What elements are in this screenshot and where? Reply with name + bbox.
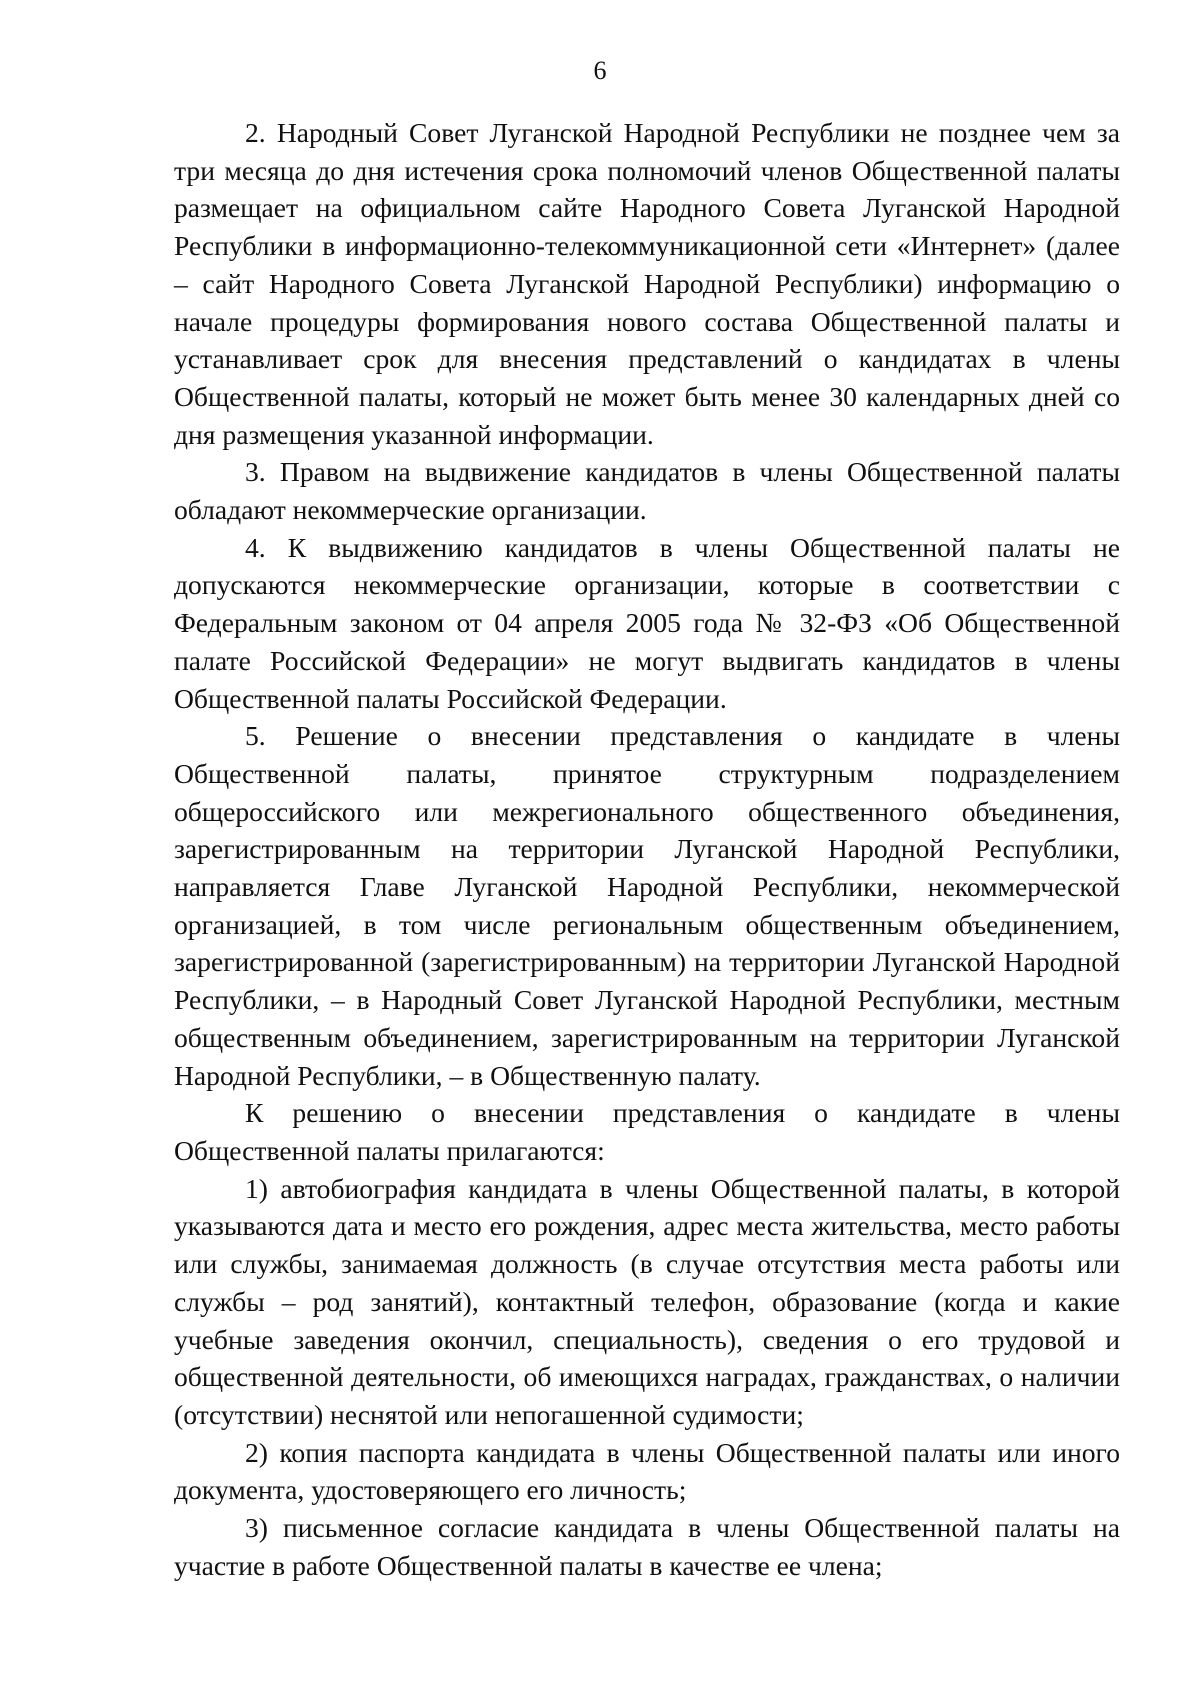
list-item-written-consent: 3) письменное согласие кандидата в члены Общественной палаты на участие в работе Общественной палаты в качестве ее члена;	[174, 1512, 1120, 1581]
paragraph-item-2: 2. Народный Совет Луганской Народной Республики не позднее чем за три месяца до дня истечения срока полномочий членов Общественной палаты размещает на официальном сайте Народного Совета Луганской Народной Республики в информационно-телекоммуникационной сети «Интернет» (далее – сайт Народного Совета Луганской Народной Республики) информацию о начале процедуры формирования нового состава Общественной палаты и устанавливает срок для внесения представлений о кандидатах в члены Общественной палаты, который не может быть менее 30 календарных дней со дня размещения указанной информации.	[174, 117, 1120, 450]
page-number: 6	[593, 56, 607, 85]
paragraph-item-3: 3. Правом на выдвижение кандидатов в члены Общественной палаты обладают некоммерческие организации.	[174, 456, 1120, 526]
paragraph-item-4: 4. К выдвижению кандидатов в члены Общественной палаты не допускаются некоммерческие организации, которые в соответствии с Федеральным законом от 04 апреля 2005 года № 32-ФЗ «Об Общественной палате Российской Федерации» не могут выдвигать кандидатов в члены Общественной палаты Российской Федерации.	[174, 531, 1120, 714]
list-item-passport-copy: 2) копия паспорта кандидата в члены Общественной палаты или иного документа, удостоверяющего его личность;	[174, 1436, 1120, 1506]
paragraph-attachments-intro: К решению о внесении представления о кандидате в члены Общественной палаты прилагаются:	[174, 1097, 1120, 1166]
list-item-autobiography: 1) автобиография кандидата в члены Общественной палаты, в которой указываются дата и место его рождения, адрес места жительства, место работы или службы, занимаемая должность (в случае отсутствия места работы или службы – род занятий), контактный телефон, образование (когда и какие учебные заведения окончил, специальность), сведения о его трудовой и общественной деятельности, об имеющихся наградах, гражданствах, о наличии (отсутствии) неснятой или непогашенной судимости;	[174, 1172, 1120, 1430]
document-body	[174, 114, 1120, 1584]
paragraph-item-5: 5. Решение о внесении представления о кандидате в члены Общественной палаты, принятое структурным подразделением общероссийского или межрегионального общественного объединения, зарегистрированным на территории Луганской Народной Республики, направляется Главе Луганской Народной Республики, некоммерческой организацией, в том числе региональным общественным объединением, зарегистрированной (зарегистрированным) на территории Луганской Народной Республики, – в Народный Совет Луганской Народной Республики, местным общественным объединением, зарегистрированным на территории Луганской Народной Республики, – в Общественную палату.	[174, 720, 1120, 1091]
